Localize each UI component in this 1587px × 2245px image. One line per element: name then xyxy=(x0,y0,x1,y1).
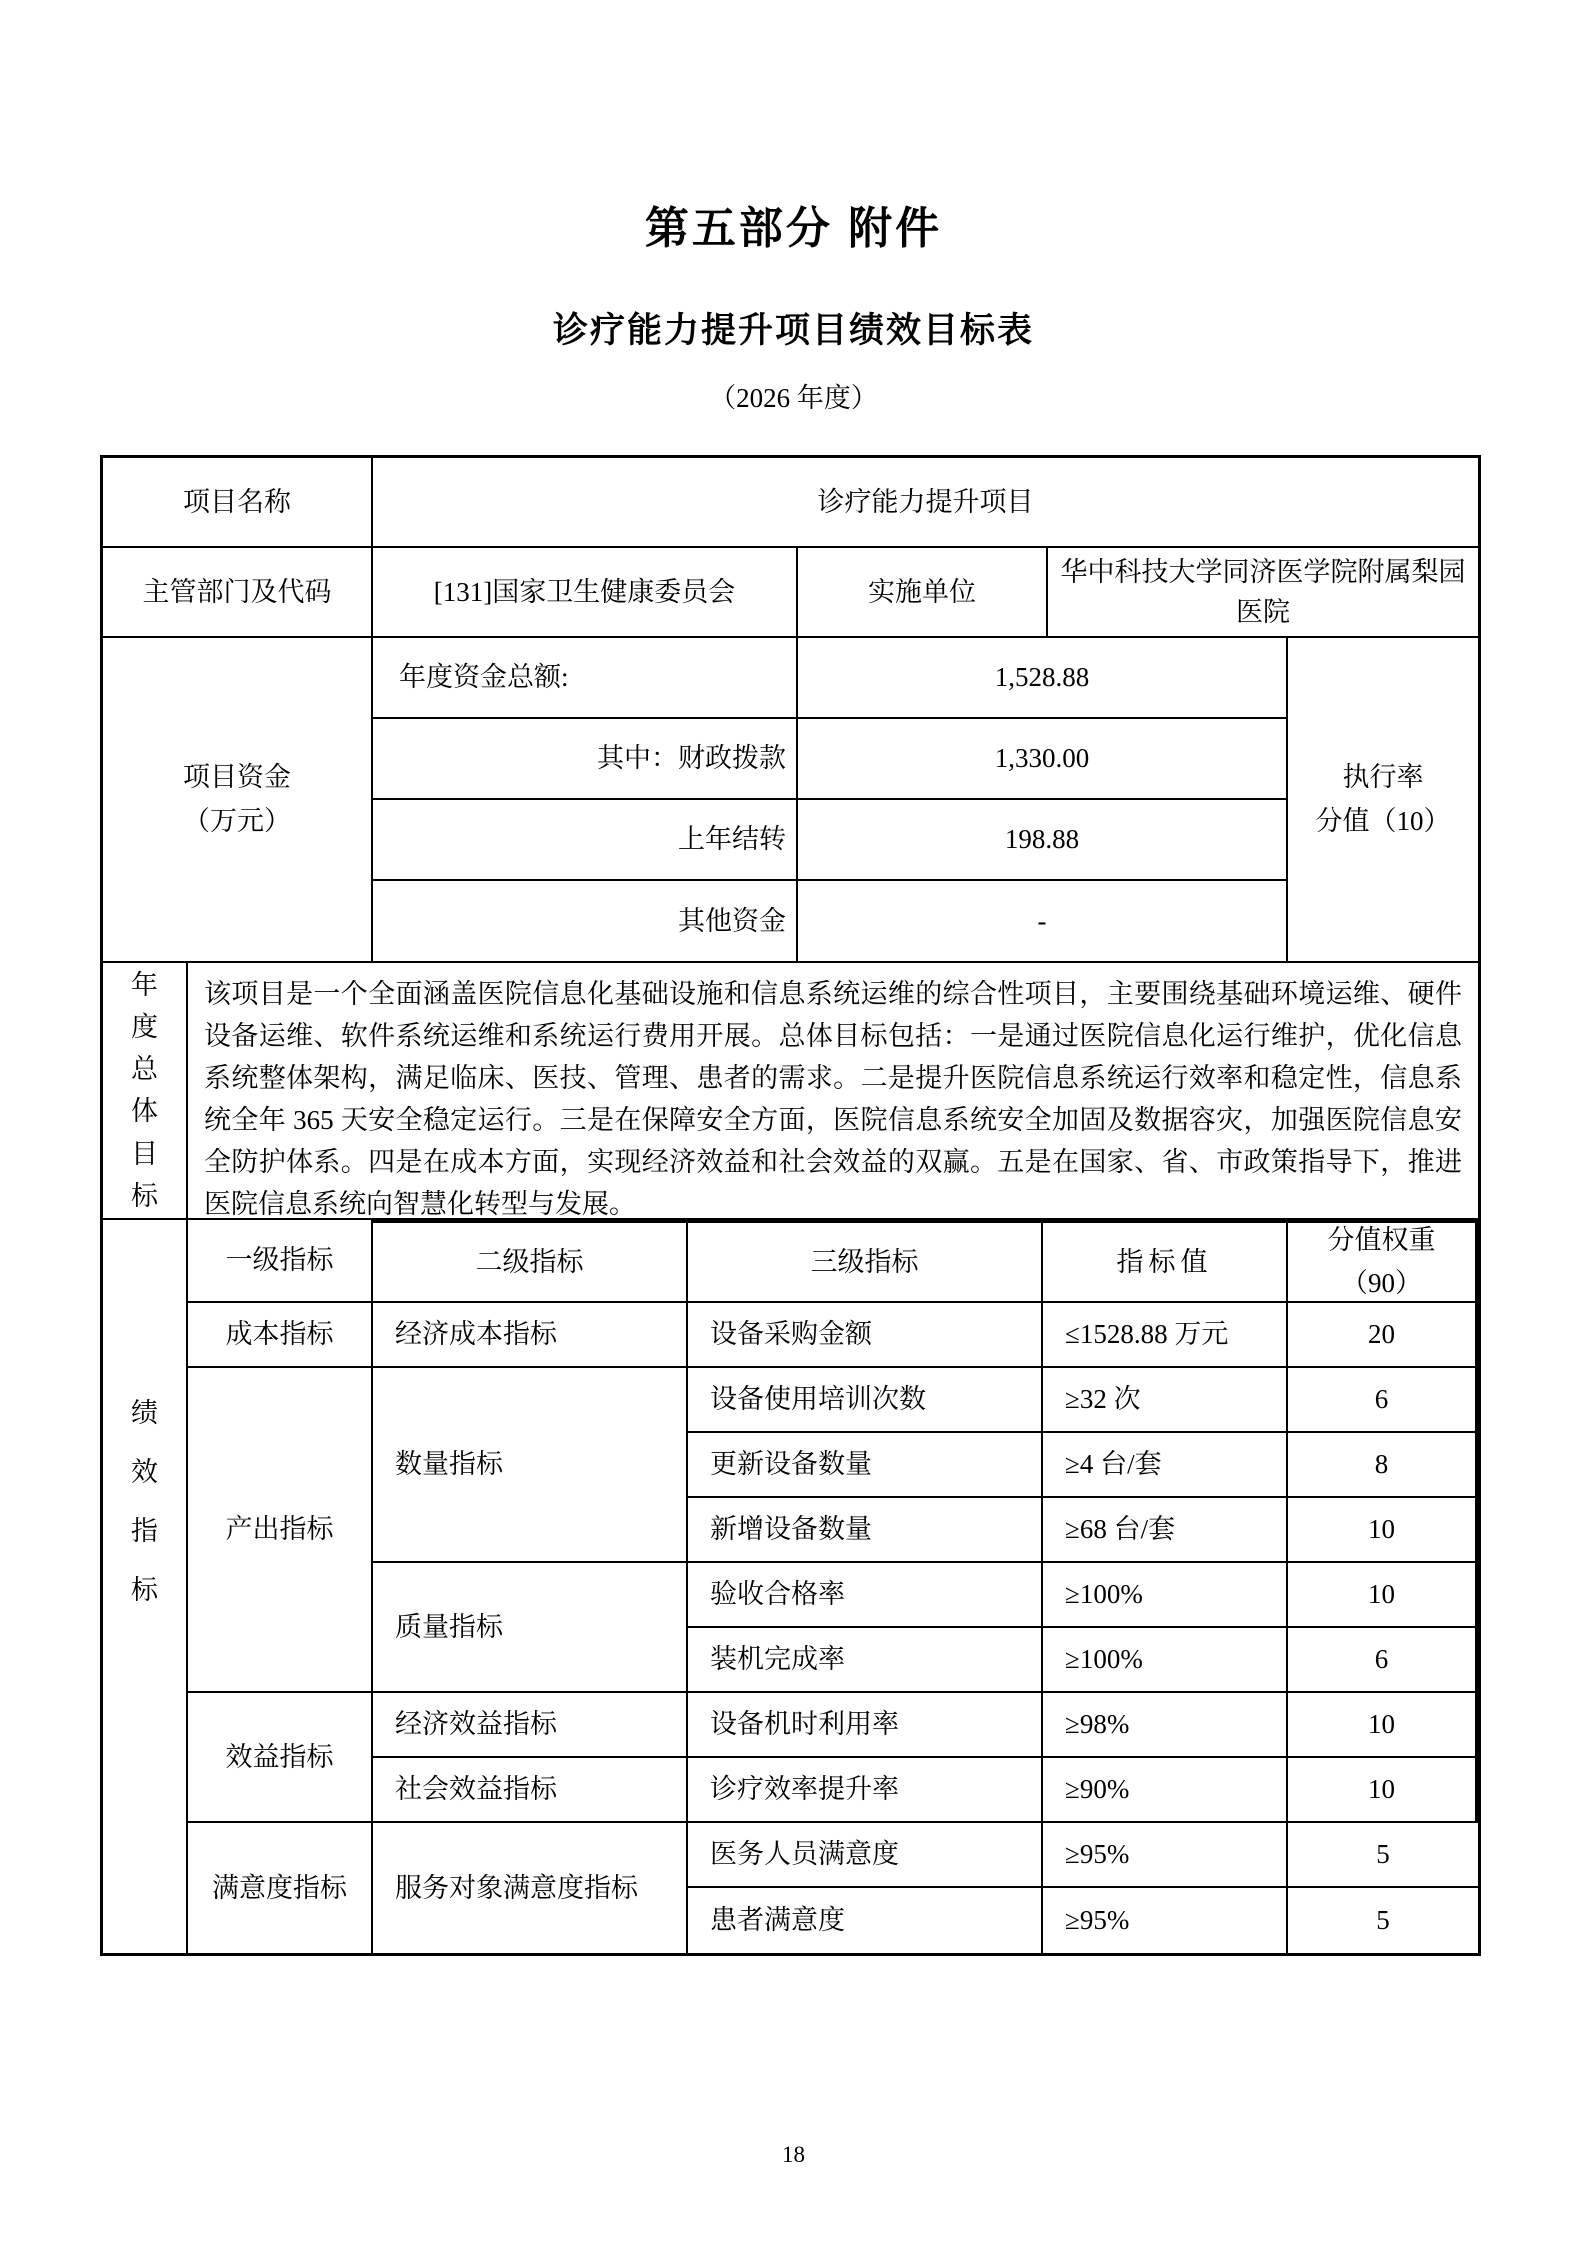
indicators-section xyxy=(103,1218,1478,1953)
weight-patient-satisfaction: 5 xyxy=(1376,1905,1390,1936)
weight-new-devices: 10 xyxy=(1288,1498,1478,1563)
value-efficiency-improvement: ≥90% xyxy=(1043,1758,1288,1823)
l3-acceptance-rate: 验收合格率 xyxy=(688,1563,1043,1628)
l3-new-devices: 新增设备数量 xyxy=(688,1498,1043,1563)
value-patient-satisfaction: ≥95% xyxy=(1043,1888,1288,1953)
funding-label-line2: （万元） xyxy=(183,805,291,836)
weight-acceptance-rate: 10 xyxy=(1288,1563,1478,1628)
funding-other-label: 其他资金 xyxy=(373,881,798,963)
l3-training-count: 设备使用培训次数 xyxy=(688,1368,1043,1433)
header-weight xyxy=(1288,1218,1478,1303)
funding-label-line1: 项目资金 xyxy=(183,762,291,793)
part-title: 第五部分 附件 xyxy=(644,204,943,253)
indicators-char: 效 xyxy=(131,1456,158,1487)
impl-unit-value xyxy=(1048,548,1478,638)
project-name-value: 诊疗能力提升项目 xyxy=(373,458,1478,548)
weight-updated-devices: 8 xyxy=(1288,1433,1478,1498)
indicators-char: 指 xyxy=(131,1515,158,1546)
funding-fiscal-label: 其中：财政拨款 xyxy=(373,719,798,800)
value-acceptance-rate: ≥100% xyxy=(1043,1563,1288,1628)
indicators-label xyxy=(103,1218,188,1953)
funding-fiscal-value: 1,330.00 xyxy=(798,719,1288,800)
weight-staff-satisfaction: 5 xyxy=(1288,1823,1478,1888)
annual-goal-char: 年 xyxy=(131,969,158,1000)
execution-rate-line1: 执行率 xyxy=(1342,762,1424,793)
execution-rate-score-label xyxy=(1288,638,1478,963)
dept-value: [131]国家卫生健康委员会 xyxy=(373,548,798,638)
header-value: 指标值 xyxy=(1043,1218,1288,1303)
l3-installation-rate: 装机完成率 xyxy=(688,1628,1043,1693)
info-section xyxy=(103,458,1478,638)
l3-machine-utilization: 设备机时利用率 xyxy=(688,1693,1043,1758)
annual-goal-char: 总 xyxy=(131,1054,158,1085)
l1-output: 产出指标 xyxy=(188,1368,373,1693)
l3-efficiency-improvement: 诊疗效率提升率 xyxy=(688,1758,1043,1823)
l2-service-satisfaction: 服务对象满意度指标 xyxy=(373,1823,688,1953)
dept-label: 主管部门及代码 xyxy=(103,548,373,638)
header-level2: 二级指标 xyxy=(373,1218,688,1303)
l2-economic-cost: 经济成本指标 xyxy=(373,1303,688,1368)
l3-staff-satisfaction: 医务人员满意度 xyxy=(688,1823,1043,1888)
funding-carryover-label: 上年结转 xyxy=(373,800,798,881)
indicators-char: 标 xyxy=(131,1574,158,1605)
impl-unit-value-text: 华中科技大学同济医学院附属梨园医院 xyxy=(1060,556,1466,627)
funding-section xyxy=(103,638,1478,963)
l1-cost: 成本指标 xyxy=(188,1303,373,1368)
year-line: （2026 年度） xyxy=(709,383,878,413)
header-level3: 三级指标 xyxy=(688,1218,1043,1303)
weight-training-count: 6 xyxy=(1288,1368,1478,1433)
impl-unit-label: 实施单位 xyxy=(798,548,1048,638)
l1-satisfaction: 满意度指标 xyxy=(188,1823,373,1953)
annual-goal-char: 体 xyxy=(131,1096,158,1127)
annual-goal-label xyxy=(103,963,188,1218)
doc-title: 诊疗能力提升项目绩效目标表 xyxy=(552,311,1034,350)
annual-goal-section xyxy=(103,963,1478,1218)
funding-carryover-value: 198.88 xyxy=(798,800,1288,881)
header-level1: 一级指标 xyxy=(188,1218,373,1303)
funding-total-label: 年度资金总额: xyxy=(373,638,798,719)
header-weight-line1: 分值权重 xyxy=(1327,1224,1436,1255)
l3-patient-satisfaction: 患者满意度 xyxy=(688,1888,1043,1953)
annual-goal-char: 目 xyxy=(131,1138,158,1169)
l1-benefit: 效益指标 xyxy=(188,1693,373,1823)
weight-procurement-amount: 20 xyxy=(1288,1303,1478,1368)
header-weight-line2: （90） xyxy=(1341,1268,1422,1298)
project-name-label: 项目名称 xyxy=(103,458,373,548)
funding-other-value: - xyxy=(798,881,1288,963)
value-training-count: ≥32 次 xyxy=(1043,1368,1288,1433)
funding-label xyxy=(103,638,373,963)
execution-rate-line2: 分值（10） xyxy=(1315,805,1451,836)
annual-goal-char: 度 xyxy=(131,1011,158,1042)
l2-economic-benefit: 经济效益指标 xyxy=(373,1693,688,1758)
value-procurement-amount: ≤1528.88 万元 xyxy=(1043,1303,1288,1368)
page-number: 18 xyxy=(782,2142,805,2167)
weight-installation-rate: 6 xyxy=(1288,1628,1478,1693)
performance-target-table xyxy=(100,455,1481,1956)
value-staff-satisfaction: ≥95% xyxy=(1043,1823,1288,1888)
l2-quality: 质量指标 xyxy=(373,1563,688,1693)
annual-goal-text: 该项目是一个全面涵盖医院信息化基础设施和信息系统运维的综合性项目，主要围绕基础环境运维、硬件设备运维、软件系统运维和系统运行费用开展。总体目标包括：一是通过医院信息化运行维护，优化信息系统整体架构，满足临床、医技、管理、患者的需求。二是提升医院信息系统运行效率和稳定性，信息系统全年 365 天安全稳定运行。三是在保障安全方面，医院信息系统安全加固及数据容灾，加强医院信息安全防护体系。四是在成本方面，实现经济效益和社会效益的双赢。五是在国家、省、市政策指导下，推进医院信息系统向智慧化转型与发展。 xyxy=(204,979,1462,1218)
l2-social-benefit: 社会效益指标 xyxy=(373,1758,688,1823)
weight-machine-utilization: 10 xyxy=(1288,1693,1478,1758)
value-new-devices: ≥68 台/套 xyxy=(1043,1498,1288,1563)
annual-goal-char: 标 xyxy=(131,1180,158,1211)
value-updated-devices: ≥4 台/套 xyxy=(1043,1433,1288,1498)
l3-updated-devices: 更新设备数量 xyxy=(688,1433,1043,1498)
l2-quantity: 数量指标 xyxy=(373,1368,688,1563)
funding-total-value: 1,528.88 xyxy=(798,638,1288,719)
indicators-char: 绩 xyxy=(131,1397,158,1428)
l3-procurement-amount: 设备采购金额 xyxy=(688,1303,1043,1368)
value-machine-utilization: ≥98% xyxy=(1043,1693,1288,1758)
value-installation-rate: ≥100% xyxy=(1043,1628,1288,1693)
weight-efficiency-improvement: 10 xyxy=(1288,1758,1478,1823)
